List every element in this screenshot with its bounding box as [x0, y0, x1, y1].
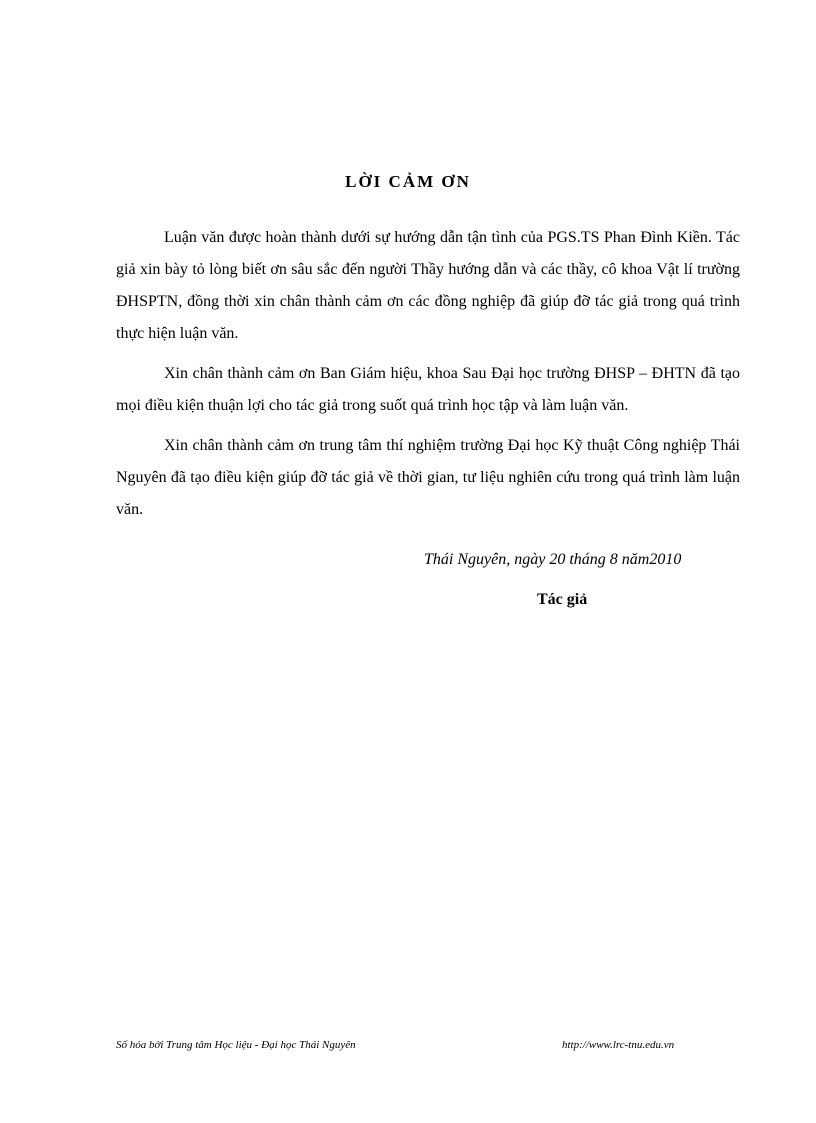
footer-url: http://www.lrc-tnu.edu.vn	[562, 1039, 675, 1051]
page-title: LỜI CẢM ƠN	[345, 172, 471, 191]
place-date: Thái Nguyên, ngày 20 tháng 8 năm2010	[424, 551, 682, 568]
paragraph-2: Xin chân thành cảm ơn Ban Giám hiệu, khoa Sau Đại học trường ĐHSP – ĐHTN đã tạo mọi điều kiện thuận lợi cho tác giả trong suốt quá trình học tập và làm luận văn.	[116, 365, 740, 414]
footer-source: Số hóa bởi Trung tâm Học liệu - Đại học Thái Nguyên	[116, 1039, 356, 1051]
paragraph-3: Xin chân thành cảm ơn trung tâm thí nghiệm trường Đại học Kỹ thuật Công nghiệp Thái Nguyên đã tạo điều kiện giúp đỡ tác giả về thời gian, tư liệu nghiên cứu trong quá trình làm luận văn.	[116, 437, 740, 518]
acknowledgement-body	[116, 222, 740, 534]
paragraph-1: Luận văn được hoàn thành dưới sự hướng dẫn tận tình của PGS.TS Phan Đình Kiền. Tác giả xin bày tỏ lòng biết ơn sâu sắc đến người Thầy hướng dẫn và các thầy, cô khoa Vật lí trường ĐHSPTN, đồng thời xin chân thành cảm ơn các đồng nghiệp đã giúp đỡ tác giả trong quá trình thực hiện luận văn.	[116, 229, 740, 342]
author-signature: Tác giả	[537, 591, 588, 608]
